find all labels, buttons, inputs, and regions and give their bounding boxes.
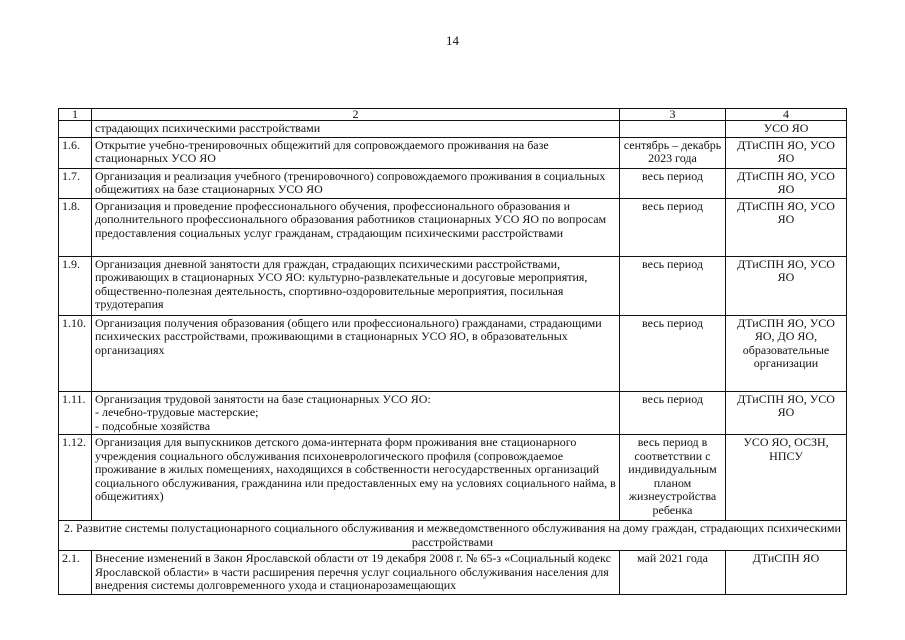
row-responsible: ДТиСПН ЯО, УСО ЯО [726, 168, 847, 198]
row-period [620, 121, 726, 138]
plan-table [58, 108, 847, 595]
table-row [59, 121, 847, 138]
row-text: Организация и проведение профессионального обучения, профессионального образования и дополнительного профессионального образования работников стационарных УСО ЯО по вопросам предоставления социальных услуг гражданам, страдающим психическими расстройствами [92, 198, 620, 256]
row-number: 1.9. [59, 256, 92, 315]
row-period: май 2021 года [620, 551, 726, 595]
row-text: Организация трудовой занятости на базе стационарных УСО ЯО: - лечебно-трудовые мастерские; - подсобные хозяйства [92, 391, 620, 435]
table-row [59, 168, 847, 198]
row-text: Организация дневной занятости для граждан, страдающих психическими расстройствами, проживающих в стационарных УСО ЯО: культурно-развлекательные и досуговые мероприятия, общественно-полезная деятельность, спортивно-оздоровительные мероприятия, посильная трудотерапия [92, 256, 620, 315]
header-row [59, 109, 847, 121]
row-period: весь период [620, 315, 726, 391]
header-cell-2: 2 [92, 109, 620, 121]
row-responsible: ДТиСПН ЯО [726, 551, 847, 595]
row-text: Организация для выпускников детского дома-интерната форм проживания вне стационарного учреждения социального обслуживания психоневрологического профиля (сопровождаемое проживание в жилых помещениях, находящихся в собственности негосударственных организаций социального обслуживания, гражданина или предоставленных ему на условиях социального найма, в общежитиях) [92, 435, 620, 521]
section-heading: 2. Развитие системы полустационарного социального обслуживания и межведомственного обслуживания на дому граждан, страдающих психическими расстройствами [59, 521, 847, 551]
row-period: весь период [620, 168, 726, 198]
row-text: Организация и реализация учебного (тренировочного) сопровождаемого проживания в социальных общежитиях на базе стационарных УСО ЯО [92, 168, 620, 198]
row-responsible: ДТиСПН ЯО, УСО ЯО [726, 137, 847, 168]
row-number: 1.10. [59, 315, 92, 391]
row-number: 1.11. [59, 391, 92, 435]
row-number: 1.12. [59, 435, 92, 521]
table-row [59, 551, 847, 595]
table-row [59, 256, 847, 315]
row-text: Внесение изменений в Закон Ярославской области от 19 декабря 2008 г. № 65-з «Социальный кодекс Ярославской области» в части расширения перечня услуг социального обслуживания населения для внедрения системы долговременного ухода и стационарозамещающих [92, 551, 620, 595]
row-responsible: ДТиСПН ЯО, УСО ЯО [726, 256, 847, 315]
section-heading-row [59, 521, 847, 551]
table-row [59, 435, 847, 521]
row-period: весь период в соответствии с индивидуальным планом жизнеустройства ребенка [620, 435, 726, 521]
row-responsible: УСО ЯО, ОСЗН, НПСУ [726, 435, 847, 521]
row-responsible: УСО ЯО [726, 121, 847, 138]
row-text: Открытие учебно-тренировочных общежитий для сопровождаемого проживания на базе стационарных УСО ЯО [92, 137, 620, 168]
row-period: весь период [620, 391, 726, 435]
table-row [59, 198, 847, 256]
table-row [59, 391, 847, 435]
row-number: 1.7. [59, 168, 92, 198]
row-number: 1.8. [59, 198, 92, 256]
header-cell-4: 4 [726, 109, 847, 121]
row-period: сентябрь – декабрь 2023 года [620, 137, 726, 168]
row-number: 1.6. [59, 137, 92, 168]
row-text: страдающих психическими расстройствами [92, 121, 620, 138]
page-number: 14 [446, 33, 459, 48]
row-responsible: ДТиСПН ЯО, УСО ЯО [726, 391, 847, 435]
row-period: весь период [620, 198, 726, 256]
header-cell-3: 3 [620, 109, 726, 121]
row-text: Организация получения образования (общего или профессионального) гражданами, страдающими психических расстройствами, проживающими в стационарных УСО ЯО, в образовательных организациях [92, 315, 620, 391]
row-responsible: ДТиСПН ЯО, УСО ЯО, ДО ЯО, образовательные организации [726, 315, 847, 391]
header-cell-1: 1 [59, 109, 92, 121]
table-row [59, 315, 847, 391]
row-period: весь период [620, 256, 726, 315]
row-number: 2.1. [59, 551, 92, 595]
table-row [59, 137, 847, 168]
row-responsible: ДТиСПН ЯО, УСО ЯО [726, 198, 847, 256]
row-number [59, 121, 92, 138]
